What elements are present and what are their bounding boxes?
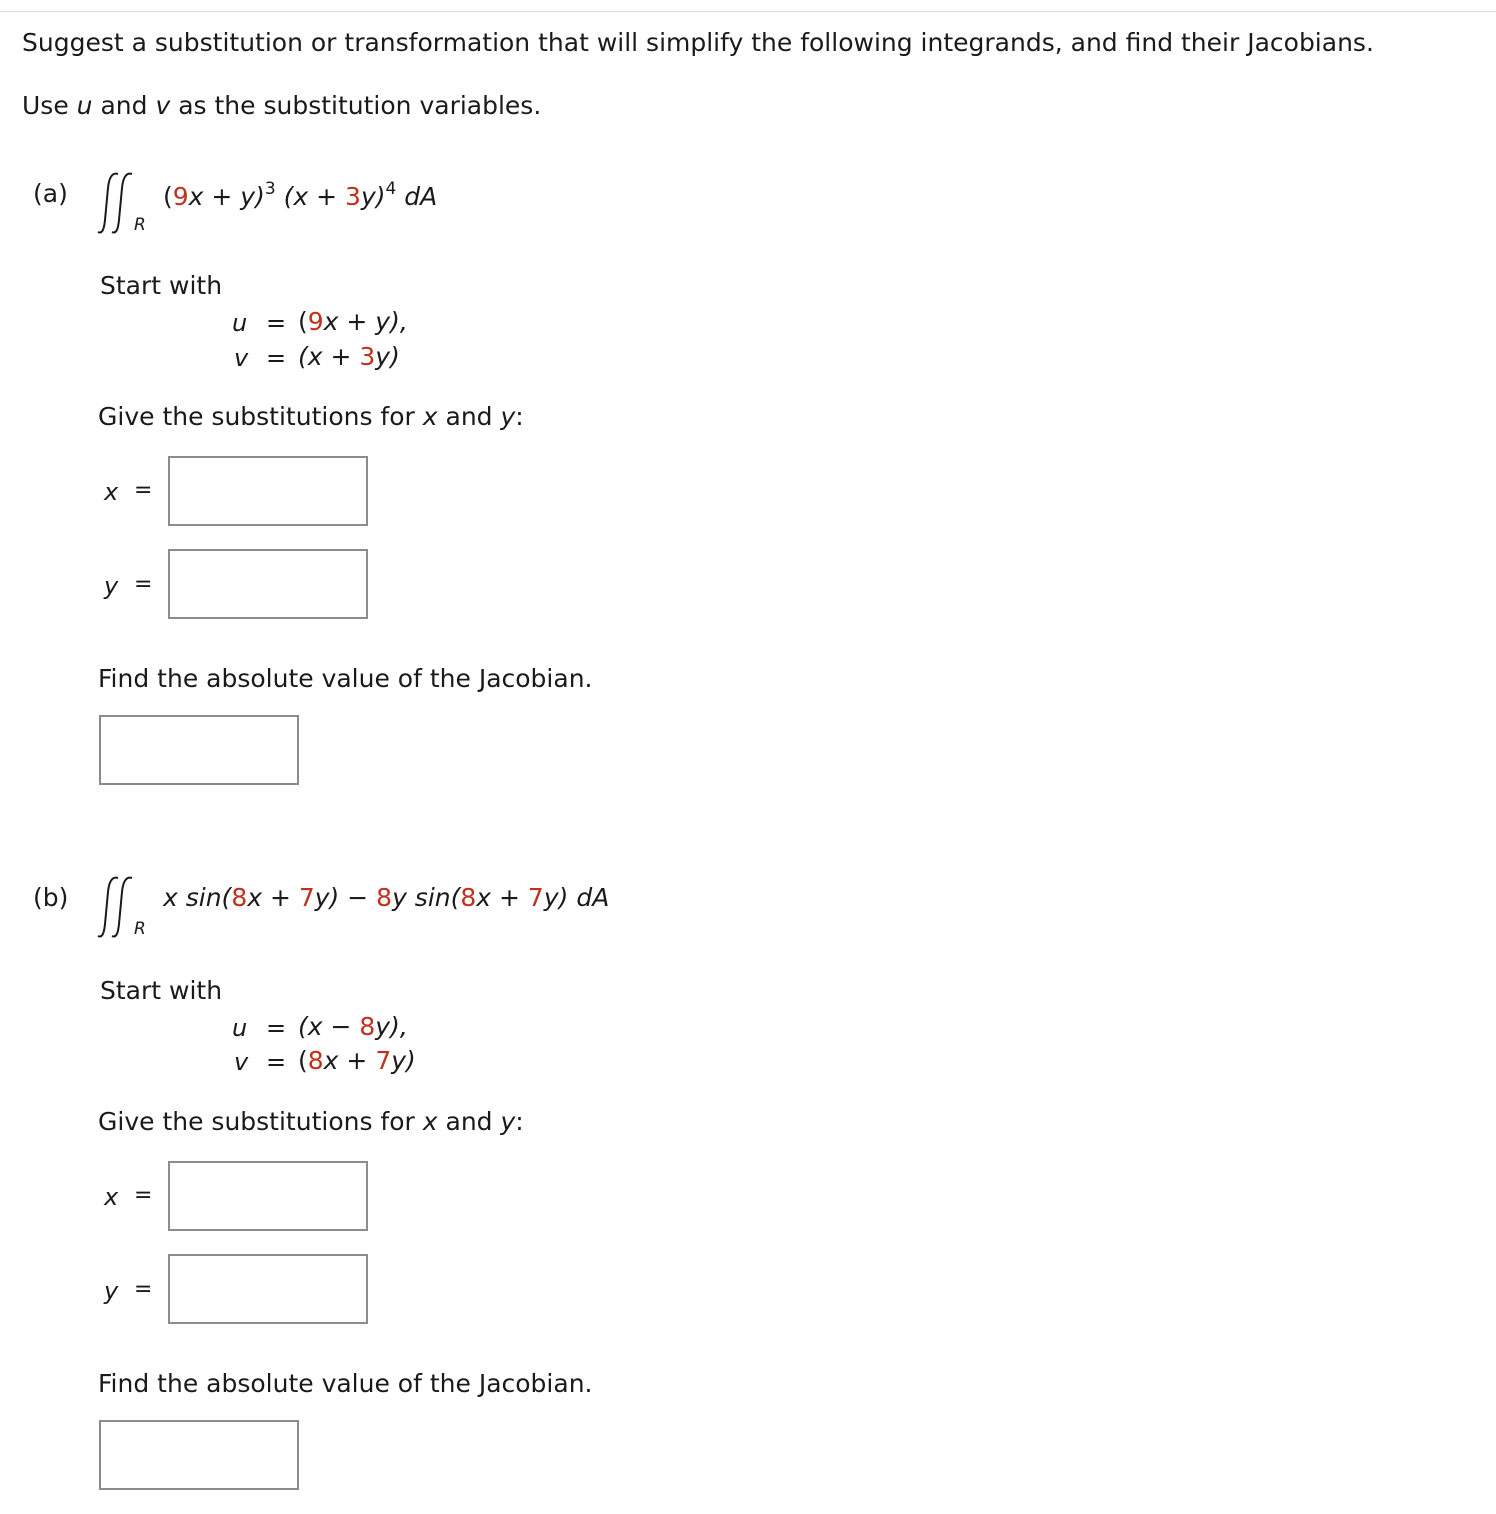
prompt-text: Give the substitutions for [98, 1107, 423, 1136]
expr-text: ( [298, 1046, 308, 1075]
exponent: 3 [264, 179, 276, 199]
var-x: x [422, 1107, 438, 1136]
integrand-text: x sin( [163, 883, 232, 912]
expr-text: (x + [298, 342, 360, 371]
v-equals: = [266, 344, 287, 372]
instruction-text: as the substitution variables. [170, 91, 542, 120]
u-rhs [298, 1014, 408, 1039]
y-label: y [104, 572, 119, 600]
part-b-start-with: Start with [100, 976, 223, 1005]
coefficient: 8 [231, 883, 248, 912]
integrand-text: ( [163, 182, 173, 211]
prompt-text: and [437, 402, 501, 431]
coefficient: 8 [307, 1046, 324, 1075]
u-lhs: u [232, 309, 248, 337]
expr-text: ( [298, 307, 308, 336]
x-label: x [104, 478, 119, 506]
exponent: 4 [385, 179, 397, 199]
part-a-x-input[interactable] [168, 456, 368, 526]
integrand-text: y) [360, 182, 386, 211]
prompt-text: and [437, 1107, 501, 1136]
y-label: y [104, 1277, 119, 1305]
u-equals: = [266, 1014, 287, 1042]
coefficient: 8 [359, 1012, 376, 1041]
part-a-jacobian-prompt: Find the absolute value of the Jacobian. [98, 664, 593, 693]
part-a-integrand [163, 181, 437, 209]
instruction-text: Use [22, 91, 77, 120]
coefficient: 9 [307, 307, 324, 336]
coefficient: 3 [345, 182, 361, 211]
part-b-x-input[interactable] [168, 1161, 368, 1231]
x-equals: = [134, 1183, 153, 1208]
part-b-integrand [163, 885, 609, 910]
integrand-text: (x + [275, 182, 346, 211]
var-v: v [155, 91, 171, 120]
prompt-text: : [515, 402, 524, 431]
integrand-text: dA [396, 182, 438, 211]
var-y: y [500, 1107, 516, 1136]
u-rhs [298, 309, 408, 334]
coefficient: 7 [375, 1046, 392, 1075]
part-b-jacobian-input[interactable] [99, 1420, 299, 1490]
v-equals: = [266, 1048, 287, 1076]
v-rhs [298, 344, 400, 369]
part-a-start-with: Start with [100, 271, 223, 300]
part-b-jacobian-prompt: Find the absolute value of the Jacobian. [98, 1369, 593, 1398]
coefficient: 7 [298, 883, 315, 912]
coefficient: 9 [172, 182, 189, 211]
v-lhs: v [234, 344, 249, 372]
coefficient: 8 [376, 883, 393, 912]
instruction-line-1 [22, 30, 1374, 55]
var-x: x [422, 402, 438, 431]
region-label: R [134, 215, 146, 235]
v-lhs: v [234, 1048, 249, 1076]
v-rhs [298, 1048, 416, 1073]
double-integral-icon [92, 160, 172, 240]
x-equals: = [134, 478, 153, 503]
y-equals: = [134, 1277, 153, 1302]
double-integral-icon [92, 864, 172, 944]
integrand-text: y sin( [392, 883, 461, 912]
instruction-line-2 [22, 93, 541, 118]
instruction-text: and [92, 91, 156, 120]
coefficient: 8 [460, 883, 477, 912]
x-label: x [104, 1183, 119, 1211]
part-b-give-subs [98, 1109, 524, 1134]
integrand-text: y) dA [543, 883, 610, 912]
part-a-label: (a) [33, 179, 68, 208]
var-u: u [76, 91, 93, 120]
integrand-text: y) − [314, 883, 377, 912]
integrand-text: x + [476, 883, 528, 912]
instruction-text: Suggest a substitution or transformation that will simplify the following integrands, and find their Jacobians. [22, 28, 1374, 57]
expr-text: x + y), [323, 307, 408, 336]
u-equals: = [266, 309, 287, 337]
expr-text: y), [375, 1012, 408, 1041]
region-label: R [134, 919, 146, 939]
part-a-jacobian-input[interactable] [99, 715, 299, 785]
integrand-text: x + y) [188, 182, 265, 211]
prompt-text: : [515, 1107, 524, 1136]
var-y: y [500, 402, 516, 431]
u-lhs: u [232, 1014, 248, 1042]
part-a-y-input[interactable] [168, 549, 368, 619]
expr-text: x + [323, 1046, 376, 1075]
coefficient: 3 [359, 342, 376, 371]
part-a-give-subs [98, 404, 524, 429]
top-divider [0, 11, 1496, 12]
y-equals: = [134, 572, 153, 597]
integrand-text: x + [247, 883, 299, 912]
expr-text: (x − [298, 1012, 360, 1041]
expr-text: y) [375, 342, 400, 371]
coefficient: 7 [527, 883, 544, 912]
part-b-y-input[interactable] [168, 1254, 368, 1324]
part-b-label: (b) [33, 883, 69, 912]
expr-text: y) [391, 1046, 416, 1075]
prompt-text: Give the substitutions for [98, 402, 423, 431]
